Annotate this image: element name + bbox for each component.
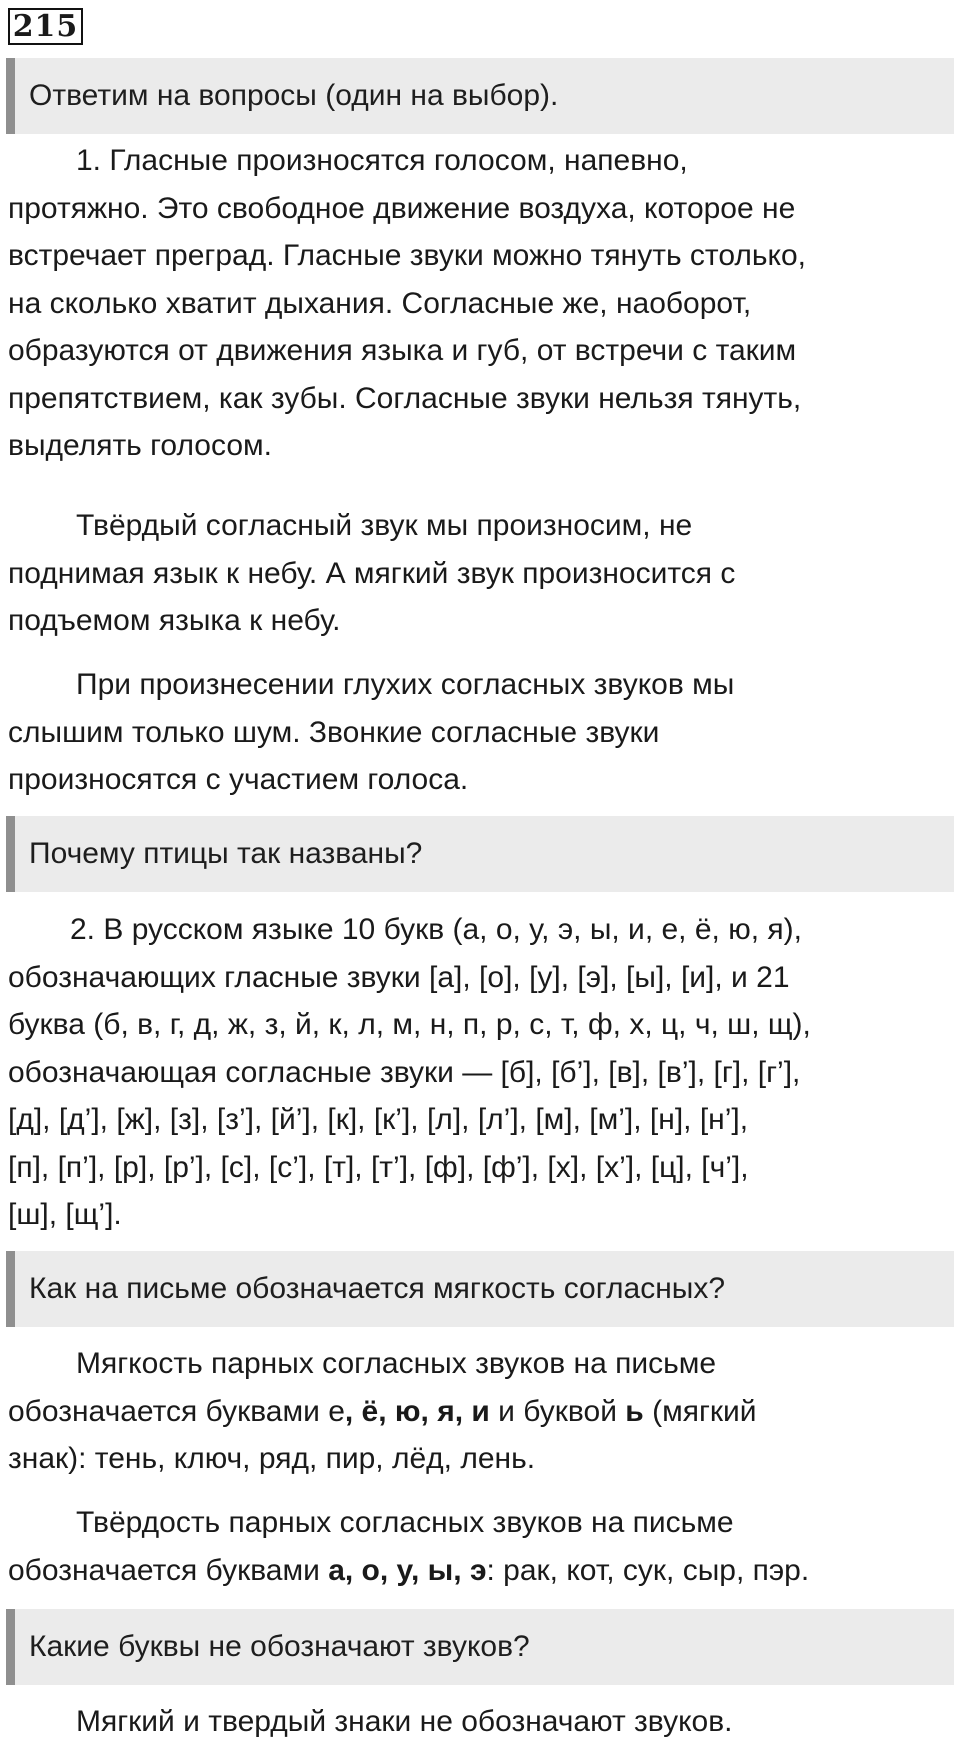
text-line	[8, 1388, 954, 1436]
answer-paragraph-5	[8, 1340, 954, 1483]
text-line: [д], [д’], [ж], [з], [з’], [й’], [к], [к’], [л], [л’], [м], [м’], [н], [н’],	[8, 1103, 749, 1136]
text-line: знак): тень, ключ, ряд, пир, лёд, лень.	[8, 1442, 536, 1475]
text-line: подъемом языка к небу.	[8, 604, 341, 637]
text-line	[8, 1547, 954, 1595]
text-line: встречает преград. Гласные звуки можно тянуть столько,	[8, 239, 806, 272]
text-line: протяжно. Это свободное движение воздуха, которое не	[8, 191, 796, 225]
bold-letter: ь	[625, 1394, 644, 1428]
text-line: обозначающая согласные звуки — [б], [б’], [в], [в’], [г], [г’],	[8, 1055, 801, 1089]
question-text: Почему птицы так названы?	[29, 837, 423, 870]
text-run: и буквой	[489, 1394, 626, 1428]
question-bar-2	[6, 816, 954, 892]
text-line: поднимая язык к небу. А мягкий звук произносится с	[8, 556, 736, 590]
question-bar-3	[6, 1251, 954, 1327]
bold-letters: а, о, у, ы, э	[328, 1553, 487, 1587]
text-line: выделять голосом.	[8, 429, 272, 462]
text-line: буква (б, в, г, д, ж, з, й, к, л, м, н, п, р, с, т, ф, х, ц, ч, ш, щ),	[8, 1008, 811, 1041]
text-line: Твёрдый согласный звук мы произносим, не	[76, 509, 693, 542]
answer-paragraph-4	[8, 906, 954, 1239]
text-line: на сколько хватит дыхания. Согласные же, наоборот,	[8, 286, 752, 320]
text-line: При произнесении глухих согласных звуков мы	[76, 668, 735, 701]
text-line: препятствием, как зубы. Согласные звуки нельзя тянуть,	[8, 381, 802, 415]
text-line: Твёрдость парных согласных звуков на письме	[76, 1506, 734, 1539]
question-bar-4	[6, 1609, 954, 1685]
text-line: обозначающих гласные звуки [а], [о], [у], [э], [ы], [и], и 21	[8, 960, 790, 994]
question-text: Ответим на вопросы (один на выбор).	[29, 79, 559, 112]
answer-paragraph-3	[8, 661, 954, 804]
text-run: (мягкий	[643, 1394, 757, 1428]
text-line: 2. В русском языке 10 букв (а, о, у, э, ы, и, е, ё, ю, я),	[70, 913, 802, 946]
text-line: 1. Гласные произносятся голосом, напевно,	[76, 144, 688, 177]
question-text: Какие буквы не обозначают звуков?	[29, 1630, 530, 1663]
answer-paragraph-7	[8, 1698, 954, 1746]
bold-letters: , ё, ю, я, и	[344, 1394, 490, 1428]
text-line: Мягкость парных согласных звуков на письме	[76, 1347, 717, 1380]
task-number: 215	[8, 8, 83, 45]
answer-paragraph-1	[8, 137, 954, 470]
text-line: образуются от движения языка и губ, от встречи с таким	[8, 334, 797, 367]
text-line: слышим только шум. Звонкие согласные звуки	[8, 715, 660, 749]
text-run: : рак, кот, сук, сыр, пэр.	[486, 1553, 810, 1587]
text-line: [ш], [щ’].	[8, 1198, 122, 1231]
answer-paragraph-2	[8, 502, 954, 645]
text-run: обозначается буквами	[8, 1553, 329, 1587]
text-line: [п], [п’], [р], [р’], [с], [с’], [т], [т’], [ф], [ф’], [х], [х’], [ц], [ч’],	[8, 1150, 749, 1184]
text-line: Мягкий и твердый знаки не обозначают звуков.	[76, 1705, 733, 1738]
text-run: обозначается буквами е	[8, 1394, 345, 1428]
question-text: Как на письме обозначается мягкость согласных?	[29, 1272, 726, 1305]
answer-paragraph-6	[8, 1499, 954, 1594]
text-line: произносятся с участием голоса.	[8, 763, 469, 796]
question-bar-1	[6, 58, 954, 134]
